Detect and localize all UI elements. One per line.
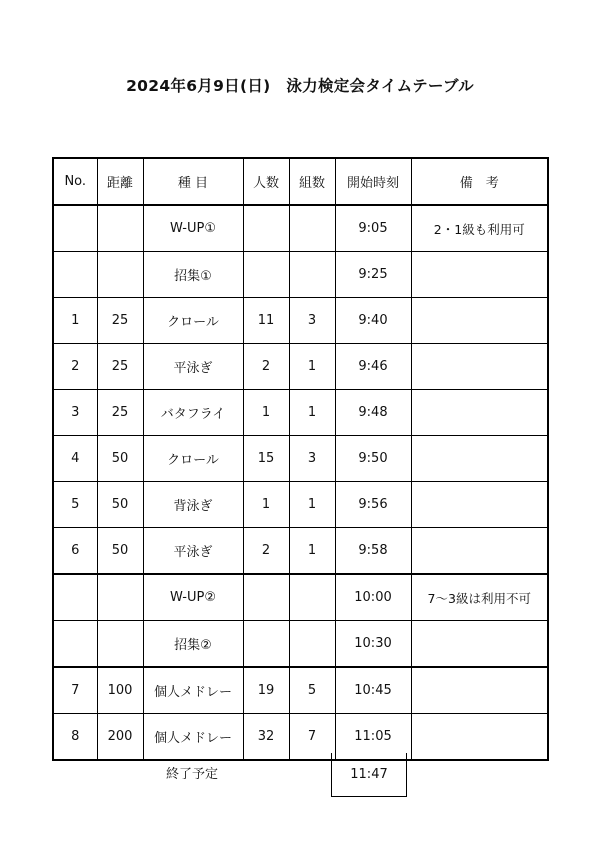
cell-remarks: 7～3級は利用不可 [411, 574, 548, 621]
table-row [53, 574, 548, 621]
cell-remarks [411, 298, 548, 344]
cell-distance: 200 [97, 714, 143, 761]
cell-people [243, 205, 289, 252]
cell-people: 19 [243, 667, 289, 714]
cell-remarks [411, 344, 548, 390]
cell-event: 招集② [143, 621, 243, 668]
cell-event: 個人メドレー [143, 667, 243, 714]
cell-start-time: 9:48 [335, 390, 411, 436]
cell-heats: 1 [289, 482, 335, 528]
cell-heats: 3 [289, 298, 335, 344]
header-no: No. [53, 158, 97, 205]
cell-start-time: 9:50 [335, 436, 411, 482]
cell-no: 8 [53, 714, 97, 761]
table-row [53, 344, 548, 390]
cell-event: バタフライ [143, 390, 243, 436]
cell-start-time: 9:05 [335, 205, 411, 252]
cell-people: 1 [243, 390, 289, 436]
cell-people [243, 621, 289, 668]
table-row [53, 482, 548, 528]
cell-no [53, 252, 97, 298]
table-row [53, 390, 548, 436]
cell-distance: 50 [97, 482, 143, 528]
table-row [53, 298, 548, 344]
header-distance: 距離 [97, 158, 143, 205]
cell-remarks [411, 528, 548, 575]
cell-event: 背泳ぎ [143, 482, 243, 528]
cell-heats: 1 [289, 390, 335, 436]
header-people: 人数 [243, 158, 289, 205]
cell-distance [97, 205, 143, 252]
cell-remarks: 2・1級も利用可 [411, 205, 548, 252]
cell-heats [289, 252, 335, 298]
header-heats: 組数 [289, 158, 335, 205]
cell-no: 3 [53, 390, 97, 436]
cell-heats: 7 [289, 714, 335, 761]
cell-no: 5 [53, 482, 97, 528]
cell-start-time: 11:05 [335, 714, 411, 761]
cell-people: 2 [243, 344, 289, 390]
cell-remarks [411, 621, 548, 668]
cell-no: 7 [53, 667, 97, 714]
end-time: 11:47 [331, 753, 407, 797]
cell-no: 4 [53, 436, 97, 482]
cell-start-time: 10:30 [335, 621, 411, 668]
cell-start-time: 9:25 [335, 252, 411, 298]
cell-start-time: 9:58 [335, 528, 411, 575]
header-event: 種 目 [143, 158, 243, 205]
cell-event: クロール [143, 436, 243, 482]
cell-no: 1 [53, 298, 97, 344]
table-row [53, 528, 548, 575]
cell-heats [289, 621, 335, 668]
cell-people: 2 [243, 528, 289, 575]
cell-event: W-UP① [143, 205, 243, 252]
cell-distance: 50 [97, 436, 143, 482]
table-row [53, 205, 548, 252]
cell-heats: 5 [289, 667, 335, 714]
cell-heats: 1 [289, 344, 335, 390]
cell-no [53, 621, 97, 668]
cell-heats [289, 205, 335, 252]
cell-remarks [411, 252, 548, 298]
cell-people: 1 [243, 482, 289, 528]
header-row [53, 158, 548, 205]
cell-people: 11 [243, 298, 289, 344]
cell-remarks [411, 667, 548, 714]
cell-remarks [411, 390, 548, 436]
cell-event: 平泳ぎ [143, 344, 243, 390]
cell-heats: 1 [289, 528, 335, 575]
cell-start-time: 10:45 [335, 667, 411, 714]
cell-event: クロール [143, 298, 243, 344]
cell-start-time: 9:56 [335, 482, 411, 528]
header-start-time: 開始時刻 [335, 158, 411, 205]
cell-no: 6 [53, 528, 97, 575]
cell-start-time: 10:00 [335, 574, 411, 621]
cell-people [243, 574, 289, 621]
cell-heats: 3 [289, 436, 335, 482]
page-title: 2024年6月9日(日) 泳力検定会タイムテーブル [126, 77, 474, 95]
cell-people: 32 [243, 714, 289, 761]
table-row [53, 252, 548, 298]
end-label: 終了予定 [165, 767, 218, 782]
cell-event: W-UP② [143, 574, 243, 621]
cell-distance: 25 [97, 344, 143, 390]
cell-no: 2 [53, 344, 97, 390]
cell-people: 15 [243, 436, 289, 482]
cell-remarks [411, 436, 548, 482]
cell-distance: 25 [97, 298, 143, 344]
cell-distance [97, 252, 143, 298]
cell-distance: 50 [97, 528, 143, 575]
cell-distance: 100 [97, 667, 143, 714]
cell-start-time: 9:46 [335, 344, 411, 390]
cell-event: 個人メドレー [143, 714, 243, 761]
table-row [53, 621, 548, 668]
table-row [53, 436, 548, 482]
cell-event: 平泳ぎ [143, 528, 243, 575]
table-row [53, 667, 548, 714]
timetable [52, 157, 549, 761]
cell-remarks [411, 482, 548, 528]
cell-start-time: 9:40 [335, 298, 411, 344]
footer-row [52, 753, 547, 797]
cell-distance: 25 [97, 390, 143, 436]
header-remarks: 備 考 [411, 158, 548, 205]
cell-distance [97, 574, 143, 621]
cell-no [53, 205, 97, 252]
cell-distance [97, 621, 143, 668]
cell-heats [289, 574, 335, 621]
cell-no [53, 574, 97, 621]
cell-event: 招集① [143, 252, 243, 298]
cell-people [243, 252, 289, 298]
